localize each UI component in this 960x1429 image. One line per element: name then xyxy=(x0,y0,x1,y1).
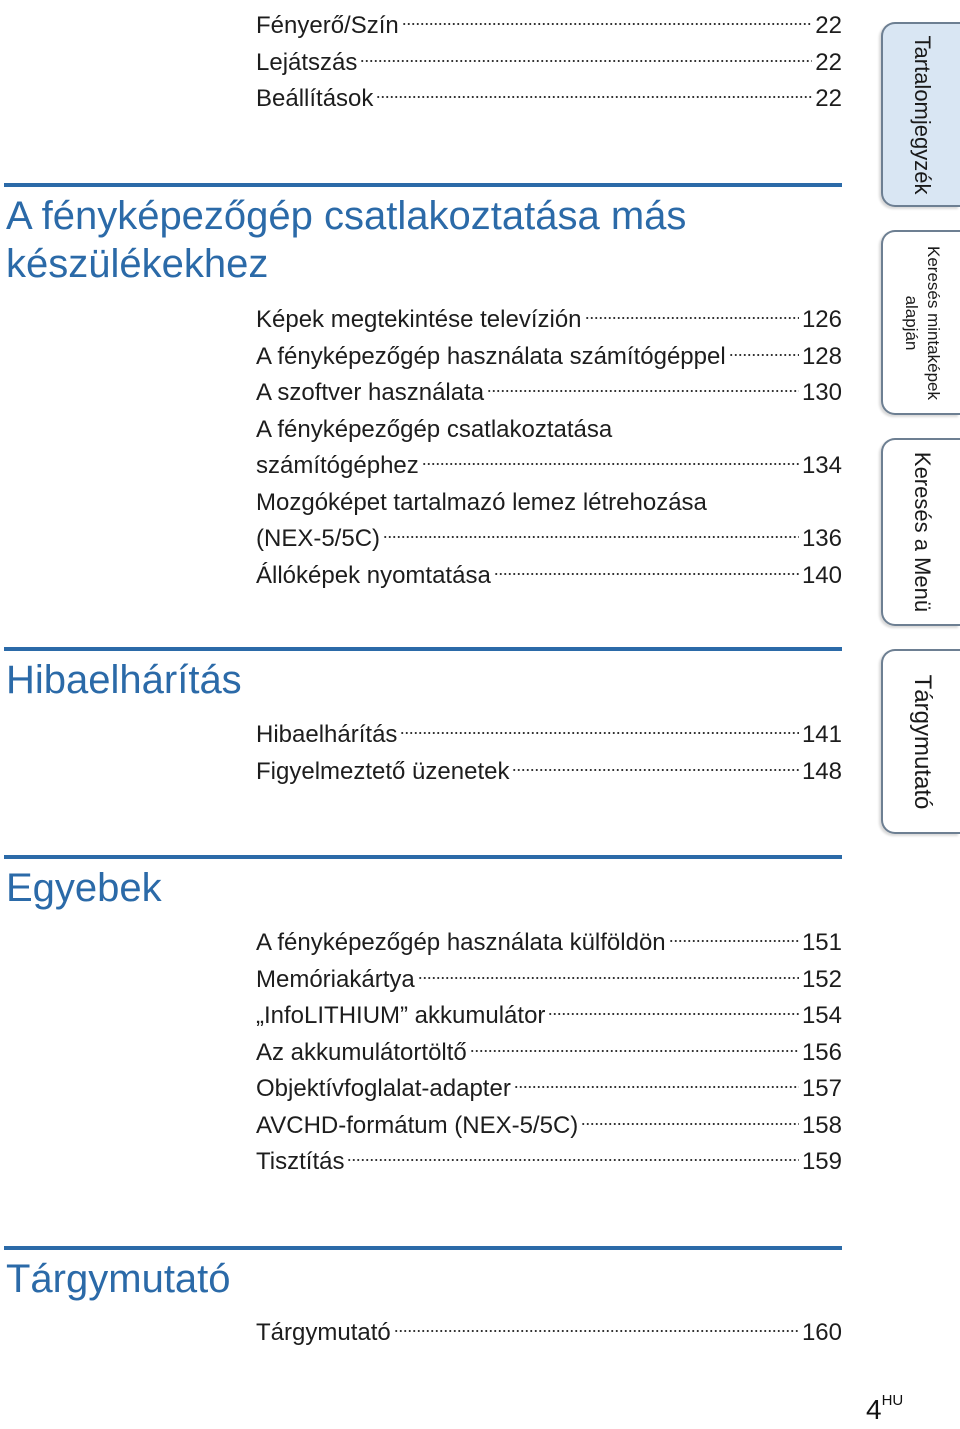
entry-page: 134 xyxy=(801,452,842,479)
dot-leader xyxy=(548,1013,799,1015)
entry-title: Objektívfoglalat-adapter xyxy=(256,1075,511,1102)
heading-line: Egyebek xyxy=(6,866,162,910)
tab-search-by-sample[interactable] xyxy=(881,230,960,415)
toc-entry[interactable] xyxy=(256,81,842,118)
entry-page: 151 xyxy=(801,929,842,956)
dot-leader xyxy=(729,354,799,356)
entry-page: 140 xyxy=(801,561,842,589)
entry-page: 126 xyxy=(801,306,842,333)
tab-label: Keresés a Menü xyxy=(909,451,935,613)
dot-leader xyxy=(376,96,812,98)
entry-page: 159 xyxy=(801,1148,842,1175)
dot-leader xyxy=(422,463,799,465)
section-rule xyxy=(4,1246,842,1250)
dot-leader xyxy=(669,940,799,942)
entry-page: 156 xyxy=(801,1038,842,1066)
tab-label: Tartalomjegyzék xyxy=(909,35,935,194)
section-entries xyxy=(256,925,842,1181)
section-heading xyxy=(6,1255,231,1303)
entry-title: Lejátszás xyxy=(256,48,358,76)
entry-title-line: A fényképezőgép csatlakoztatása xyxy=(256,415,613,443)
toc-entry[interactable] xyxy=(256,8,842,45)
tab-label-line: Keresés mintaképek xyxy=(923,245,943,400)
page-number-suffix: HU xyxy=(881,1392,904,1409)
toc-entry[interactable] xyxy=(256,45,842,82)
entry-page: 128 xyxy=(801,342,842,370)
entry-page: 22 xyxy=(815,48,842,76)
tab-label xyxy=(900,245,944,399)
dot-leader xyxy=(402,23,813,25)
tab-search-menu[interactable] xyxy=(881,438,960,626)
toc-entry[interactable] xyxy=(256,754,842,791)
entry-title: Hibaelhárítás xyxy=(256,721,398,748)
dot-leader xyxy=(487,390,799,392)
entry-page: 141 xyxy=(801,721,842,748)
dot-leader xyxy=(418,977,799,979)
dot-leader xyxy=(494,573,799,575)
entry-page: 157 xyxy=(801,1075,842,1102)
toc-entry[interactable] xyxy=(256,412,842,485)
entry-title-line: Mozgóképet tartalmazó lemez létrehozása xyxy=(256,488,707,516)
section-rule xyxy=(4,647,842,651)
section-rule xyxy=(4,183,842,187)
section-entries xyxy=(256,717,842,790)
entry-page: 152 xyxy=(801,965,842,993)
entry-page: 160 xyxy=(801,1319,842,1346)
entry-page: 22 xyxy=(815,12,842,39)
toc-entry[interactable] xyxy=(256,339,842,376)
entry-page: 130 xyxy=(801,379,842,406)
section-heading xyxy=(6,192,686,288)
toc-entry[interactable] xyxy=(256,1035,842,1072)
entry-title: AVCHD-formátum (NEX-5/5C) xyxy=(256,1111,579,1139)
dot-leader xyxy=(347,1159,799,1161)
section-entries xyxy=(256,1315,842,1352)
entry-page: 158 xyxy=(801,1111,842,1139)
toc-entry[interactable] xyxy=(256,717,842,754)
dot-leader xyxy=(400,732,799,734)
toc-entry[interactable] xyxy=(256,302,842,339)
entry-title: Beállítások xyxy=(256,85,374,112)
entry-page: 22 xyxy=(815,85,842,112)
entry-title: Memóriakártya xyxy=(256,965,415,993)
toc-entry[interactable] xyxy=(256,1071,842,1108)
tab-index[interactable] xyxy=(881,649,960,834)
entry-title: Képek megtekintése televízión xyxy=(256,306,582,333)
section-heading xyxy=(6,864,162,912)
toc-entry[interactable] xyxy=(256,1144,842,1181)
toc-entry[interactable] xyxy=(256,1108,842,1145)
dot-leader xyxy=(514,1086,799,1088)
entry-page: 154 xyxy=(801,1002,842,1029)
entry-title: Figyelmeztető üzenetek xyxy=(256,757,510,785)
section-rule xyxy=(4,855,842,859)
top-entries xyxy=(256,8,842,118)
dot-leader xyxy=(581,1123,799,1125)
dot-leader xyxy=(383,536,799,538)
heading-line: készülékekhez xyxy=(6,242,269,286)
entry-page: 148 xyxy=(801,757,842,785)
entry-title: „InfoLITHIUM” akkumulátor xyxy=(256,1002,546,1029)
toc-entry[interactable] xyxy=(256,375,842,412)
toc-entry[interactable] xyxy=(256,1315,842,1352)
entry-title-line: számítógéphez xyxy=(256,452,419,479)
entry-page: 136 xyxy=(801,525,842,552)
heading-line: A fényképezőgép csatlakoztatása más xyxy=(6,194,687,238)
entry-title-line: (NEX-5/5C) xyxy=(256,525,381,552)
toc-entry[interactable] xyxy=(256,998,842,1035)
tab-label: Tárgymutató xyxy=(908,674,936,809)
page-number-value: 4 xyxy=(866,1394,882,1425)
dot-leader xyxy=(470,1050,799,1052)
toc-entry[interactable] xyxy=(256,962,842,999)
tab-table-of-contents[interactable] xyxy=(881,22,960,207)
dot-leader xyxy=(585,317,799,319)
dot-leader xyxy=(360,60,812,62)
entry-title: A szoftver használata xyxy=(256,379,485,406)
dot-leader xyxy=(512,769,798,771)
page-number xyxy=(866,1394,903,1426)
entry-title: Tisztítás xyxy=(256,1148,345,1175)
toc-entry[interactable] xyxy=(256,558,842,595)
section-entries xyxy=(256,302,842,594)
toc-entry[interactable] xyxy=(256,925,842,962)
heading-line: Tárgymutató xyxy=(6,1257,231,1301)
section-heading xyxy=(6,656,242,704)
entry-title: Az akkumulátortöltő xyxy=(256,1038,467,1066)
heading-line: Hibaelhárítás xyxy=(6,658,242,702)
entry-title: Tárgymutató xyxy=(256,1319,391,1346)
toc-entry[interactable] xyxy=(256,485,842,558)
entry-title: Fényerő/Szín xyxy=(256,12,399,39)
entry-title: A fényképezőgép használata külföldön xyxy=(256,929,666,956)
tab-label-line: alapján xyxy=(901,295,921,350)
entry-title: A fényképezőgép használata számítógéppel xyxy=(256,342,726,370)
entry-title: Állóképek nyomtatása xyxy=(256,561,491,589)
dot-leader xyxy=(394,1330,799,1332)
